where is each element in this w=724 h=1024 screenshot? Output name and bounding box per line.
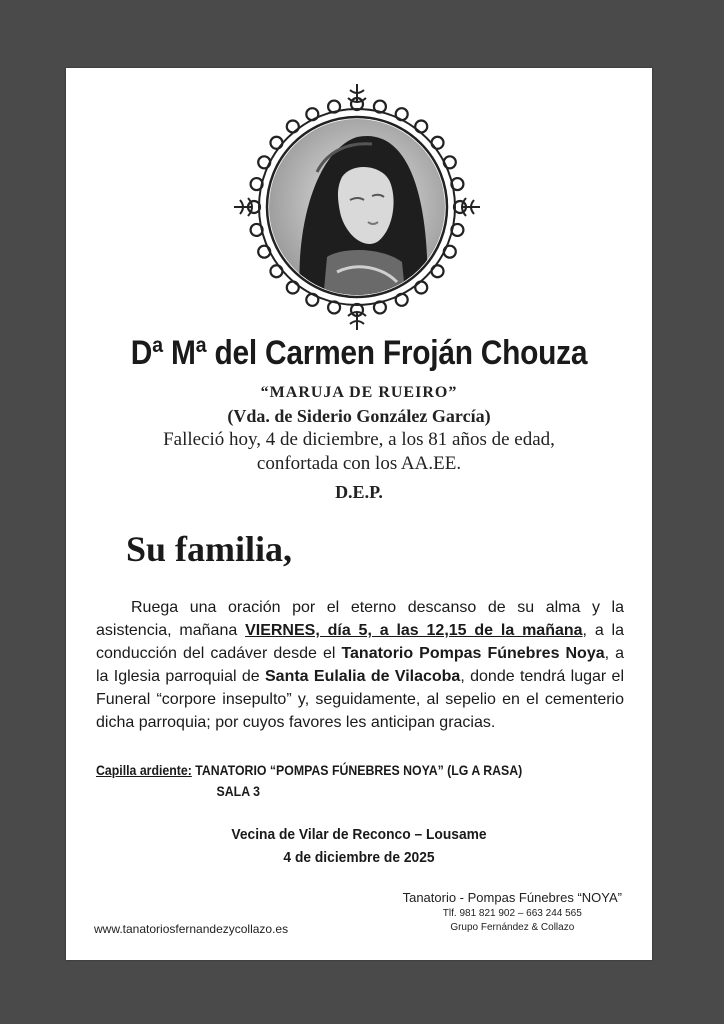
funeral-home-footer [403,890,622,933]
body-text-1: Ruega una oración por el eterno descanso de su alma y la asistencia, mañana [96,599,624,639]
website-link[interactable]: www.tanatoriosfernandezycollazo.es [94,922,289,936]
nickname: “MARUJA DE RUEIRO” [260,384,458,401]
death-notice: Falleció hoy, 4 de diciembre, a los 81 años de edad, [163,429,555,450]
rip-initials: D.E.P. [335,482,383,502]
funeral-home-group: Grupo Fernández & Collazo [450,922,575,933]
body-text-4: , donde tendrá lugar el Funeral “corpore insepulto” y, seguidamente, al sepelio en el cementerio dicha parroquia; por cuyos favores les anticipan gracias. [96,668,625,731]
chapel-place: TANATORIO “POMPAS FÚNEBRES NOYA” (LG A RASA) [195,762,523,778]
obituary-sheet [66,68,652,960]
widow-of: (Vda. de Siderio González García) [227,406,491,426]
deceased-name: Dª Mª del Carmen Froján Chouza [130,334,588,372]
body-text-2: , a la conducción del cadáver desde el [96,622,625,662]
residence-line: Vecina de Vilar de Reconco – Lousame [231,826,487,843]
funeral-home-name: Tanatorio - Pompas Fúnebres “NOYA” [402,890,622,905]
family-heading: Su familia, [126,529,293,569]
chapel-room: SALA 3 [216,783,260,799]
chapel-info [96,760,522,802]
sacraments-note: confortada con los AA.EE. [256,453,462,474]
virgin-mary-portrait-icon [232,82,482,332]
origin-funeral-home: Tanatorio Pompas Fúnebres Noya [341,645,605,662]
chapel-label: Capilla ardiente: [96,762,192,778]
body-text-3: , a la Iglesia parroquial de [96,645,625,685]
funeral-date-time: VIERNES, día 5, a las 12,15 de la mañana [245,622,583,639]
funeral-home-phone: Tlf. 981 821 902 – 663 244 565 [442,908,582,919]
notice-date: 4 de diciembre de 2025 [283,849,435,866]
church-name: Santa Eulalia de Vilacoba [265,668,461,685]
funeral-details-paragraph [96,596,624,734]
